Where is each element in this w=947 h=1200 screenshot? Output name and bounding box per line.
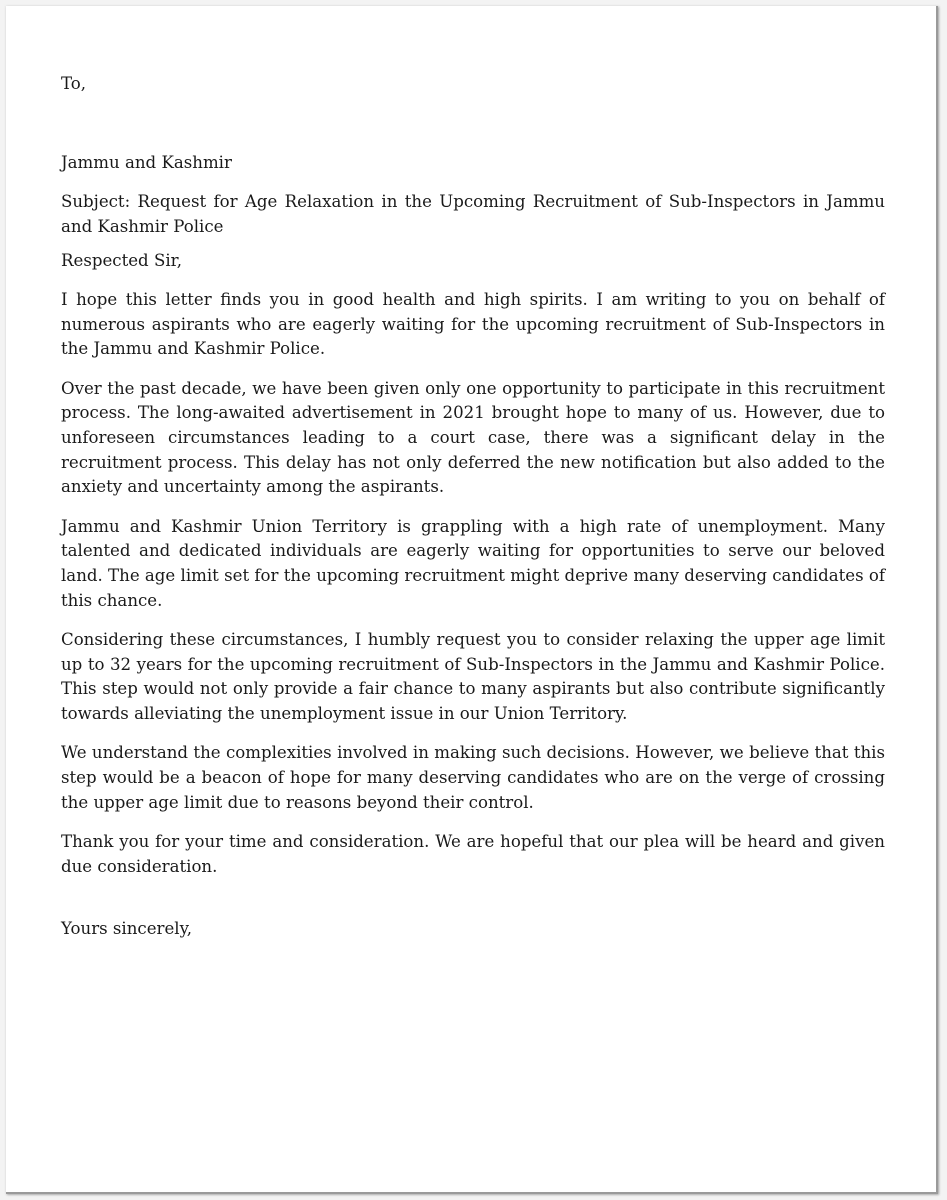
recipient-address: Jammu and Kashmir [61,152,232,172]
letter-page [6,6,938,1194]
letter-body [61,72,885,942]
subject-line: Subject: Request for Age Relaxation in the Upcoming Recruitment of Sub-Inspectors in Jammu and Kashmir Police [61,192,885,236]
closing-line: Yours sincerely, [61,919,193,939]
greeting: Respected Sir, [61,251,183,271]
paragraph-understanding: We understand the complexities involved in making such decisions. However, we believe that this step would be a beacon of hope for many deserving candidates who are on the verge of crossing the upper age limit due to reasons beyond their control. [61,743,885,812]
paragraph-thanks: Thank you for your time and consideration. We are hopeful that our plea will be heard and given due consideration. [61,832,885,876]
paragraph-request: Considering these circumstances, I humbly request you to consider relaxing the upper age limit up to 32 years for the upcoming recruitment of Sub-Inspectors in the Jammu and Kashmir Police. This step would not only provide a fair chance to many aspirants but also contribute significantly towards alleviating the unemployment issue in our Union Territory. [61,630,885,723]
paragraph-intro: I hope this letter finds you in good health and high spirits. I am writing to you on behalf of numerous aspirants who are eagerly waiting for the upcoming recruitment of Sub-Inspectors in the Jammu and Kashmir Police. [61,289,885,359]
to-line: To, [61,74,87,93]
paragraph-unemployment: Jammu and Kashmir Union Territory is grappling with a high rate of unemployment. Many talented and dedicated individuals are eagerly waiting for opportunities to serve our beloved land. The age limit set for the upcoming recruitment might deprive many deserving candidates of this chance. [61,516,885,610]
paragraph-background: Over the past decade, we have been given only one opportunity to participate in this recruitment process. The long-awaited advertisement in 2021 brought hope to many of us. However, due to unforeseen circumstances leading to a court case, there was a significant delay in the recruitment process. This delay has not only deferred the new notification but also added to the anxiety and uncertainty among the aspirants. [61,378,885,497]
